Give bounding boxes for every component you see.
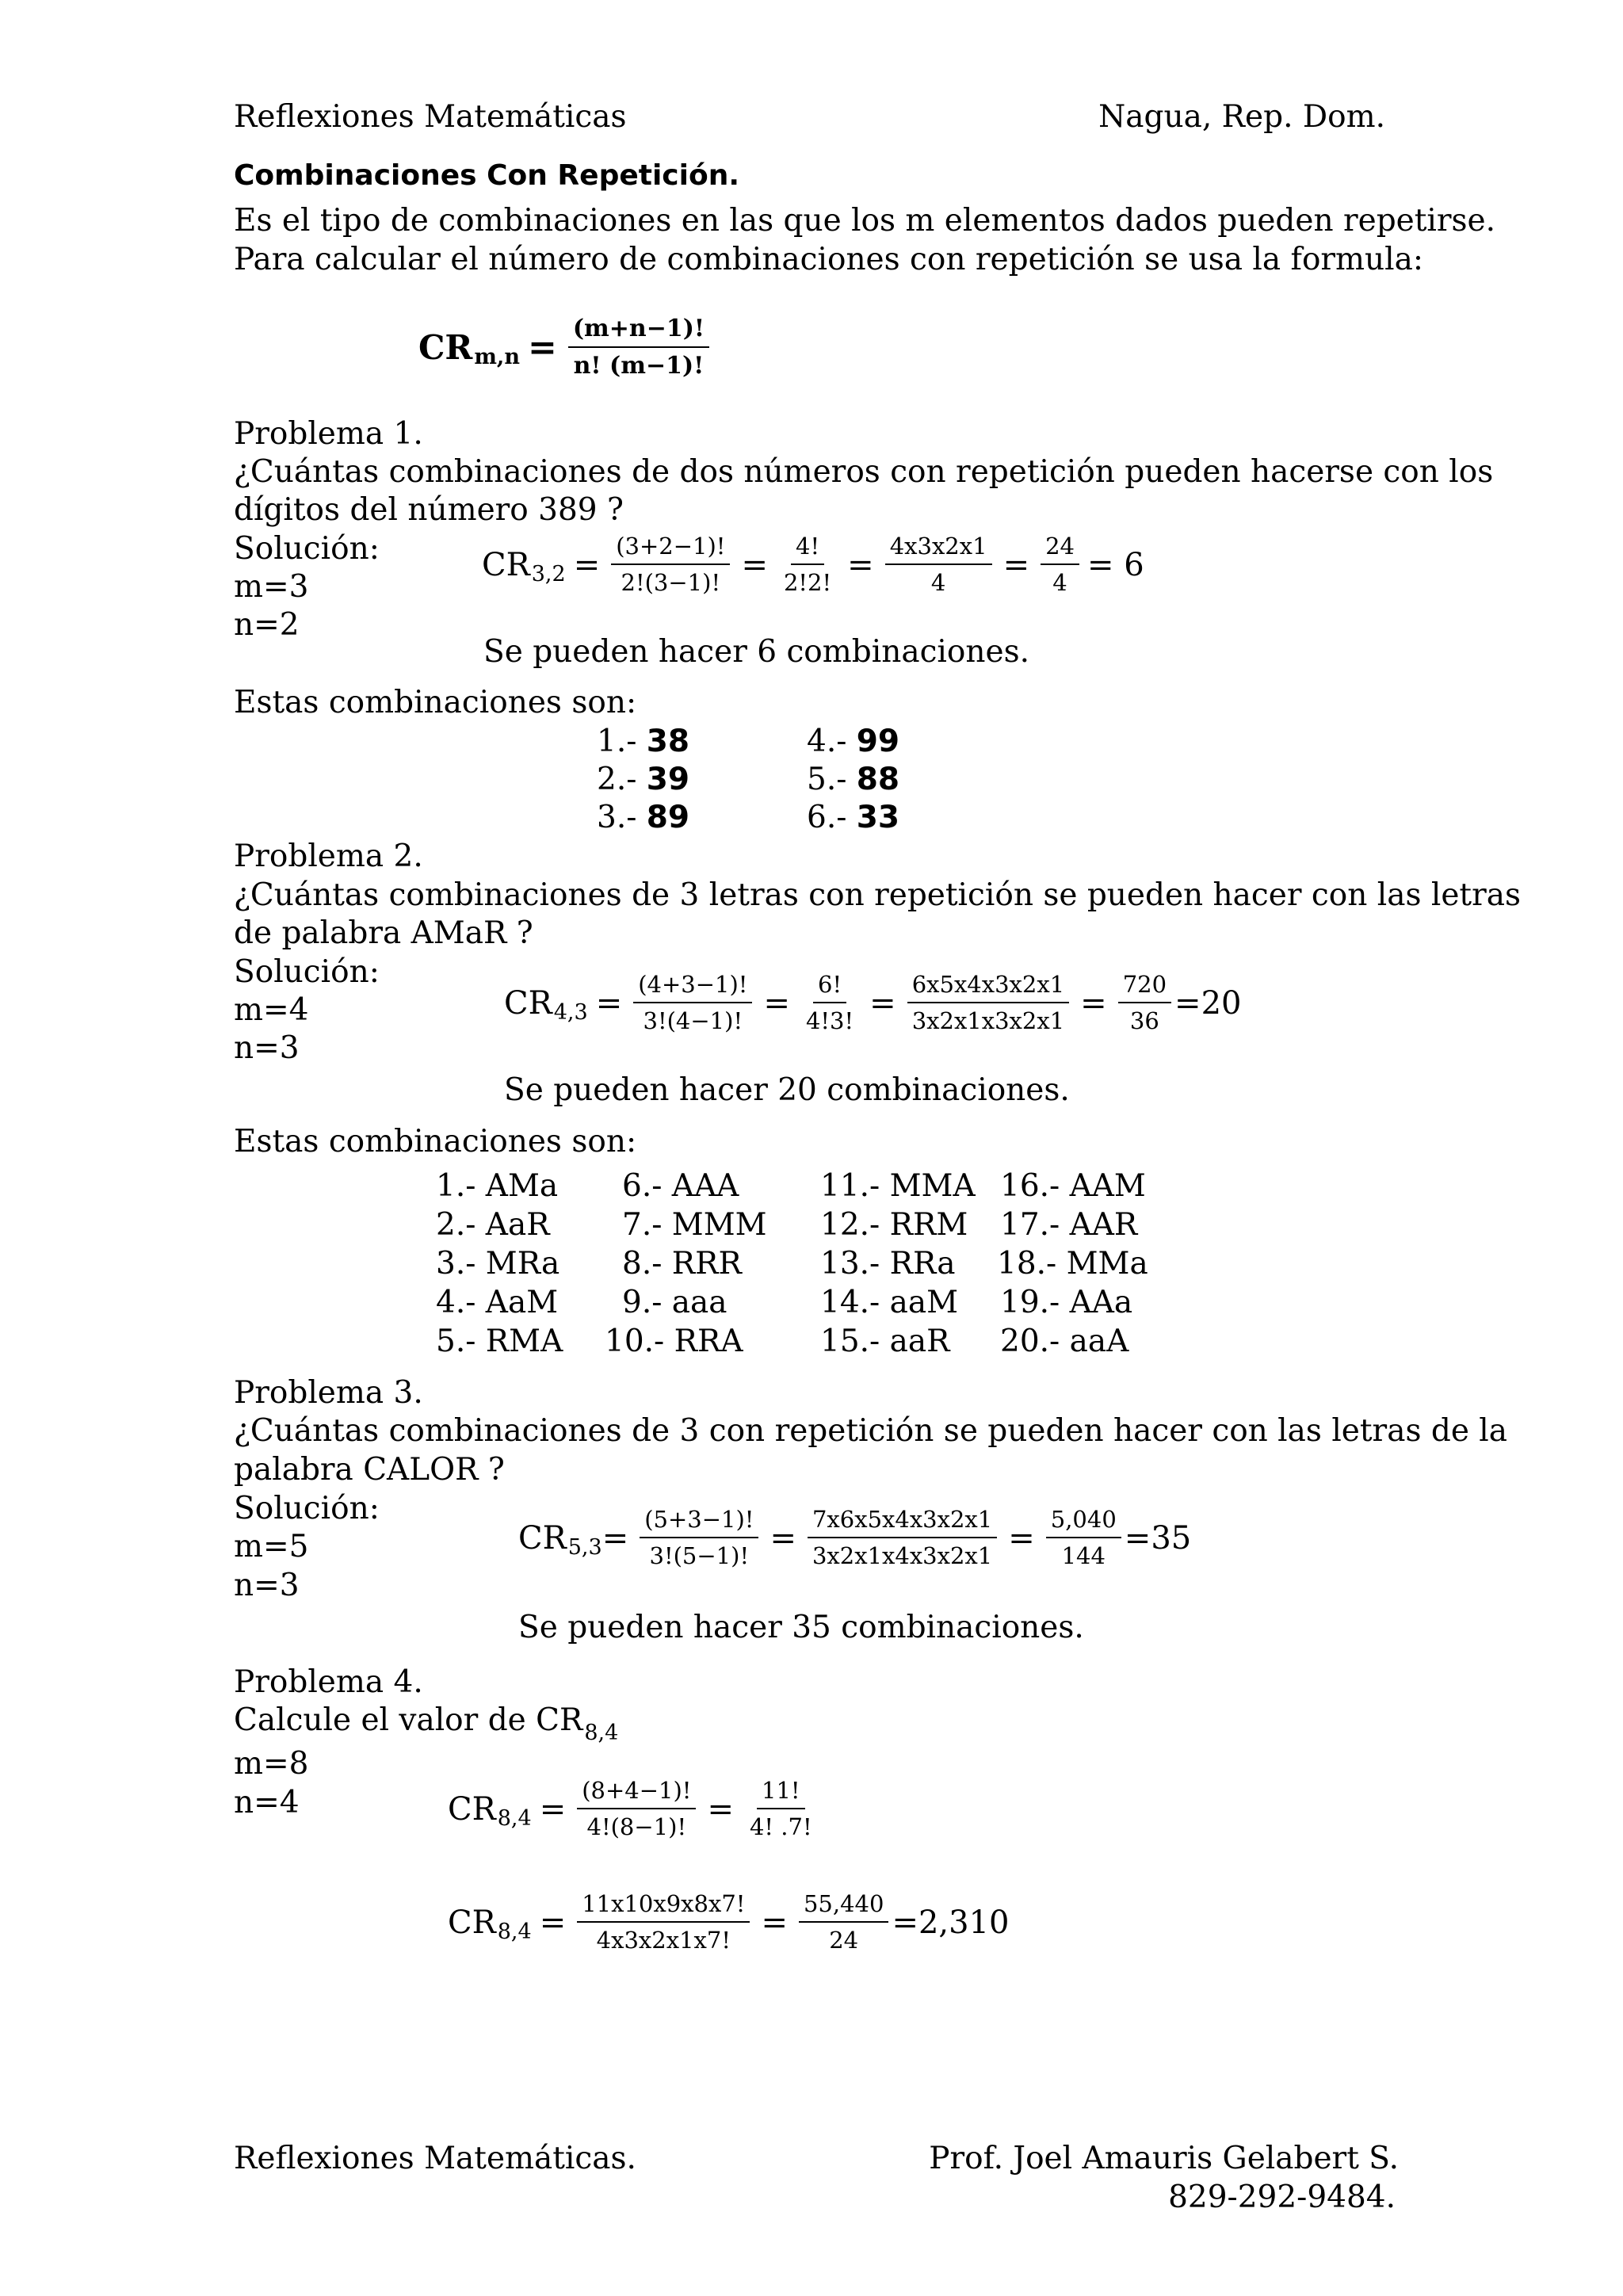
list-item: 5.- 88 — [807, 762, 900, 797]
problem-3-formula — [518, 1508, 1191, 1568]
fraction-denominator: 3!(5−1)! — [649, 1542, 750, 1569]
list-item: 19.- AAa — [1000, 1285, 1133, 1320]
formula-lhs-sub: 4,3 — [553, 1000, 588, 1025]
formula-equals: = — [707, 1790, 734, 1828]
problem-1-m: m=3 — [234, 569, 309, 605]
formula-fraction — [1118, 973, 1171, 1033]
problem-2-list-heading: Estas combinaciones son: — [234, 1124, 637, 1159]
problem-1-n: n=2 — [234, 607, 300, 643]
list-item: 13.- RRa — [820, 1246, 956, 1282]
fraction-numerator: 7x6x5x4x3x2x1 — [808, 1508, 997, 1538]
problem-1-conclusion: Se pueden hacer 6 combinaciones. — [483, 634, 1029, 670]
formula-equals: = — [1002, 546, 1030, 583]
list-item: 2.- AaR — [436, 1207, 550, 1243]
list-item: 17.- AAR — [1000, 1207, 1138, 1243]
fraction-numerator: 6! — [813, 973, 846, 1003]
fraction-denominator: 4 — [1052, 569, 1067, 596]
problem-1-solucion: Solución: — [234, 531, 380, 567]
fraction-denominator: 36 — [1129, 1007, 1159, 1034]
problem-4-formula-2 — [448, 1890, 1010, 1954]
problem-4-m: m=8 — [234, 1746, 309, 1782]
formula-equals: = — [1080, 984, 1107, 1022]
problem-2-solucion: Solución: — [234, 954, 380, 990]
formula-fraction — [577, 1779, 696, 1839]
list-item: 1.- AMa — [436, 1168, 559, 1204]
problem-3-m: m=5 — [234, 1529, 309, 1564]
formula-equals: = — [539, 1904, 567, 1941]
problem-2-heading: Problema 2. — [234, 839, 423, 874]
footer-author: Prof. Joel Amauris Gelabert S. — [929, 2141, 1399, 2176]
fraction-denominator: 4!3! — [805, 1007, 854, 1034]
list-item: 6.- 33 — [807, 800, 900, 835]
problem-3-solucion: Solución: — [234, 1491, 380, 1526]
formula-equals: = — [539, 1790, 567, 1828]
fraction-denominator: 24 — [829, 1927, 859, 1954]
problem-3-n: n=3 — [234, 1568, 300, 1603]
fraction-denominator: 3x2x1x3x2x1 — [911, 1007, 1065, 1034]
problem-2-conclusion: Se pueden hacer 20 combinaciones. — [504, 1072, 1070, 1108]
question-cr: CR — [536, 1702, 583, 1738]
list-item: 20.- aaA — [1000, 1324, 1129, 1359]
problem-4-n: n=4 — [234, 1785, 300, 1820]
fraction-numerator: 4! — [791, 535, 824, 565]
fraction-denominator: 144 — [1061, 1542, 1106, 1569]
formula-equals: = — [595, 984, 623, 1022]
formula-lhs: CR — [482, 546, 530, 583]
list-item: 4.- 99 — [807, 724, 900, 759]
problem-1-heading: Problema 1. — [234, 416, 423, 452]
formula-fraction — [907, 973, 1069, 1033]
formula-fraction — [611, 535, 730, 594]
formula-fraction — [808, 1508, 997, 1568]
formula-equals: = — [573, 546, 601, 583]
footer-phone: 829-292-9484. — [1168, 2179, 1396, 2215]
fraction-denominator: n! (m−1)! — [573, 352, 705, 380]
problem-1-question-line-1: ¿Cuántas combinaciones de dos números con repetición pueden hacerse con los — [234, 454, 1494, 490]
formula-equals: = — [763, 984, 790, 1022]
fraction-numerator: (8+4−1)! — [577, 1779, 696, 1809]
fraction-denominator: 4x3x2x1x7! — [596, 1927, 731, 1954]
fraction-denominator: 2!(3−1)! — [621, 569, 721, 596]
fraction-numerator: (5+3−1)! — [640, 1508, 758, 1538]
question-text: Calcule el valor de — [234, 1702, 537, 1738]
page-title: Combinaciones Con Repetición. — [234, 159, 740, 192]
fraction-numerator: (m+n−1)! — [568, 317, 709, 348]
formula-fraction — [779, 535, 836, 594]
list-item: 7.- MMM — [622, 1207, 767, 1243]
formula-equals: = — [869, 984, 896, 1022]
problem-3-conclusion: Se pueden hacer 35 combinaciones. — [518, 1610, 1084, 1645]
intro-line-1: Es el tipo de combinaciones en las que los m elementos dados pueden repetirse. — [234, 203, 1496, 239]
fraction-denominator: 3x2x1x4x3x2x1 — [812, 1542, 993, 1569]
formula-lhs: CR — [448, 1790, 496, 1828]
list-item: 1.- 38 — [597, 724, 690, 759]
formula-fraction — [640, 1508, 758, 1568]
footer-left: Reflexiones Matemáticas. — [234, 2141, 636, 2176]
problem-3-heading: Problema 3. — [234, 1375, 423, 1411]
formula-fraction — [799, 1890, 888, 1954]
formula-equals: = — [1008, 1519, 1035, 1557]
list-item: 15.- aaR — [820, 1324, 950, 1359]
formula-fraction — [577, 1890, 750, 1954]
fraction-numerator: 5,040 — [1046, 1508, 1121, 1538]
fraction-denominator: 2!2! — [783, 569, 832, 596]
formula-fraction — [801, 973, 858, 1033]
formula-fraction — [633, 973, 752, 1033]
problem-3-question-line-1: ¿Cuántas combinaciones de 3 con repetición se pueden hacer con las letras de la — [234, 1413, 1508, 1449]
fraction-denominator: 4!(8−1)! — [586, 1813, 687, 1840]
formula-fraction — [745, 1779, 817, 1839]
list-item: 6.- AAA — [622, 1168, 739, 1204]
problem-4-formula-1 — [448, 1779, 820, 1839]
formula-result: =2,310 — [892, 1904, 1010, 1941]
list-item: 18.- MMa — [997, 1246, 1148, 1282]
header-left: Reflexiones Matemáticas — [234, 99, 627, 135]
fraction-denominator: 3!(4−1)! — [643, 1007, 743, 1034]
fraction-numerator: 11! — [757, 1779, 805, 1809]
fraction-numerator: 11x10x9x8x7! — [577, 1893, 750, 1923]
list-item: 14.- aaM — [820, 1285, 959, 1320]
intro-line-2: Para calcular el número de combinaciones con repetición se usa la formula: — [234, 242, 1424, 277]
fraction-numerator: 720 — [1118, 973, 1171, 1003]
formula-equals: = — [741, 546, 768, 583]
fraction-denominator: 4 — [930, 569, 946, 596]
formula-equals: = — [769, 1519, 796, 1557]
formula-equals: = — [601, 1519, 629, 1557]
problem-2-question-line-2: de palabra AMaR ? — [234, 915, 533, 951]
list-item: 3.- 89 — [597, 800, 690, 835]
fraction-numerator: 4x3x2x1 — [885, 535, 992, 565]
list-item: 3.- MRa — [436, 1246, 560, 1282]
formula-lhs-sub: 5,3 — [567, 1535, 602, 1560]
list-item: 2.- 39 — [597, 762, 690, 797]
formula-equals: = — [527, 327, 557, 368]
problem-2-question-line-1: ¿Cuántas combinaciones de 3 letras con repetición se pueden hacer con las letras — [234, 877, 1521, 913]
formula-equals: = — [847, 546, 874, 583]
formula-lhs: CR — [504, 984, 552, 1022]
formula-lhs: CR — [518, 1519, 567, 1557]
formula-fraction — [1046, 1508, 1121, 1568]
list-item: 4.- AaM — [436, 1285, 559, 1320]
formula-lhs-sub: 8,4 — [497, 1920, 532, 1944]
formula-equals: = — [761, 1904, 788, 1941]
fraction-numerator: 55,440 — [799, 1893, 888, 1923]
list-item: 9.- aaa — [622, 1285, 727, 1320]
fraction-denominator: 4! .7! — [749, 1813, 812, 1840]
problem-2-n: n=3 — [234, 1030, 300, 1066]
formula-fraction — [1041, 535, 1079, 594]
question-cr-sub: 8,4 — [584, 1721, 619, 1745]
main-formula — [418, 317, 712, 378]
header-right: Nagua, Rep. Dom. — [1098, 99, 1385, 135]
list-item: 8.- RRR — [622, 1246, 742, 1282]
problem-1-list-heading: Estas combinaciones son: — [234, 685, 637, 720]
formula-result: =20 — [1174, 984, 1242, 1022]
list-item: 16.- AAM — [1000, 1168, 1146, 1204]
fraction-numerator: 24 — [1041, 535, 1079, 565]
problem-1-question-line-2: dígitos del número 389 ? — [234, 492, 624, 528]
list-item: 5.- RMA — [436, 1324, 563, 1359]
formula-lhs-sub: 3,2 — [531, 562, 566, 586]
formula-lhs-sub: 8,4 — [497, 1806, 532, 1831]
list-item: 12.- RRM — [820, 1207, 968, 1243]
problem-4-question — [234, 1702, 619, 1745]
fraction-numerator: (4+3−1)! — [633, 973, 752, 1003]
formula-result: = 6 — [1086, 546, 1144, 583]
problem-4-heading: Problema 4. — [234, 1664, 423, 1700]
fraction-numerator: 6x5x4x3x2x1 — [907, 973, 1069, 1003]
formula-lhs: CR — [448, 1904, 496, 1941]
formula-fraction — [885, 535, 992, 594]
list-item: 10.- RRA — [605, 1324, 743, 1359]
formula-result: =35 — [1124, 1519, 1192, 1557]
formula-lhs: CR — [418, 327, 473, 367]
problem-2-m: m=4 — [234, 992, 309, 1028]
problem-2-formula — [504, 973, 1241, 1033]
formula-lhs-sub: m,n — [474, 345, 520, 369]
list-item: 11.- MMA — [820, 1168, 976, 1204]
problem-3-question-line-2: palabra CALOR ? — [234, 1452, 505, 1488]
formula-fraction — [568, 317, 709, 378]
problem-1-formula — [482, 535, 1144, 594]
fraction-numerator: (3+2−1)! — [611, 535, 730, 565]
